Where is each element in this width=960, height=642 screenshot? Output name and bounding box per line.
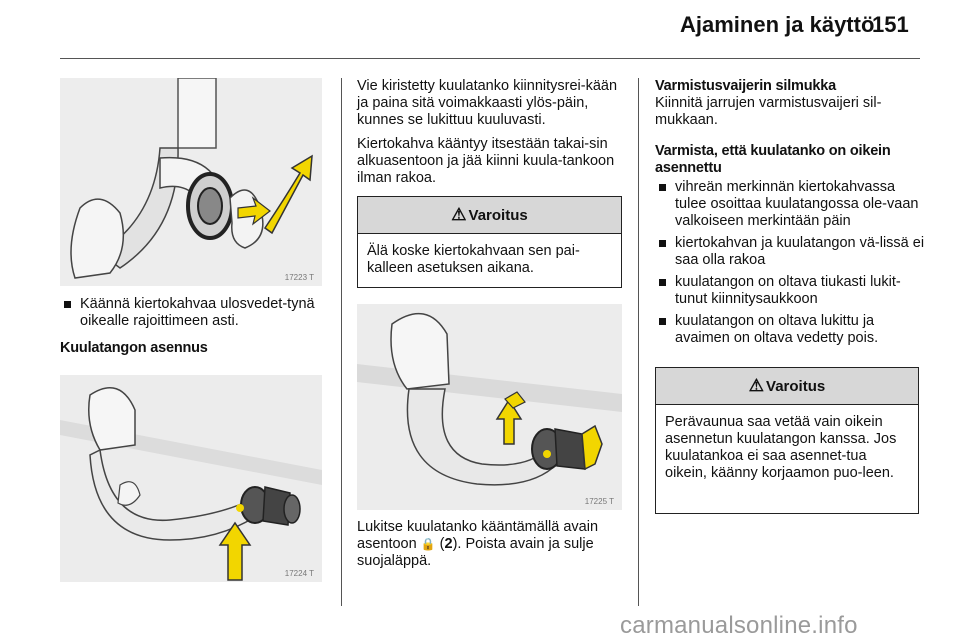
list-item: Käännä kiertokahvaa ulosvedet-tynä oikealle rajoittimeen asti.	[60, 296, 330, 330]
warning-title: Varoitus	[766, 377, 826, 395]
section-heading: Kuulatangon asennus	[60, 340, 208, 356]
list-item: kiertokahvan ja kuulatangon vä-lissä ei saa olla rakoa	[655, 235, 927, 269]
page-title: Ajaminen ja käyttö	[680, 12, 875, 37]
figure-lock-ball-bar	[357, 304, 622, 510]
warning-triangle-icon: ⚠	[451, 205, 467, 224]
warning-title: Varoitus	[468, 206, 528, 224]
figure-code: 17224 T	[284, 569, 314, 578]
bullet-list	[655, 179, 927, 347]
warning-text: Älä koske kiertokahvaan sen pai-kalleen asetuksen aikana.	[367, 243, 580, 276]
lock-icon: 🔒	[420, 537, 436, 551]
warning-triangle-icon: ⚠	[748, 376, 765, 395]
paragraph: Kiertokahva kääntyy itsestään takai-sin alkuasentoon ja jää kiinni kuula-tankoon ilman rakoa.	[357, 136, 615, 186]
col3-instructions	[655, 78, 927, 352]
figure-code: 17225 T	[584, 497, 614, 506]
warning-header	[656, 368, 918, 405]
text-run: (	[435, 536, 445, 552]
warning-box	[357, 196, 622, 288]
section-heading: Varmista, että kuulatanko on oikein asennettu	[655, 143, 891, 176]
watermark: carmanualsonline.info	[620, 612, 858, 639]
list-item: vihreän merkinnän kiertokahvassa tulee osoittaa kuulatangossa ole-vaan valkoiseen merkintään päin	[655, 179, 927, 230]
page-number: 151	[872, 12, 909, 37]
col1-instructions	[60, 296, 330, 357]
col2-instructions	[357, 78, 625, 194]
figure-turn-handle	[60, 78, 322, 286]
col2-lock-instructions	[357, 519, 629, 577]
column-divider-left	[341, 78, 342, 606]
section-heading: Varmistusvaijerin silmukka	[655, 78, 836, 94]
warning-text: Perävaunua saa vetää vain oikein asennetun kuulatangon kanssa. Jos kuulatankoa ei saa asennet-tua oikein, käänny korjaamon puo-leen.	[665, 414, 897, 481]
text-run: Lukitse kuulatanko kääntämällä avain asentoon	[357, 519, 599, 552]
figure-code: 17223 T	[284, 273, 314, 282]
list-item: kuulatangon on oltava lukittu ja avaimen on oltava vedetty pois.	[655, 313, 927, 347]
paragraph	[357, 519, 629, 570]
figure-insert-ball-bar	[60, 375, 322, 582]
warning-header	[358, 197, 621, 234]
header-divider	[60, 58, 920, 59]
list-item: kuulatangon on oltava tiukasti lukit-tunut kiinnitysaukkoon	[655, 274, 927, 308]
paragraph: Kiinnitä jarrujen varmistusvaijeri sil-mukkaan.	[655, 95, 882, 128]
bullet-list	[60, 296, 330, 330]
text-run: ). Poista avain ja sulje suojaläppä.	[357, 536, 594, 569]
paragraph: Vie kiristetty kuulatanko kiinnitysrei-kään ja paina sitä voimakkaasti ylös-päin, kunnes se lukittuu kuuluvasti.	[357, 78, 618, 128]
column-divider-right	[638, 78, 639, 606]
position-number: 2	[444, 536, 453, 552]
warning-box	[655, 367, 919, 514]
